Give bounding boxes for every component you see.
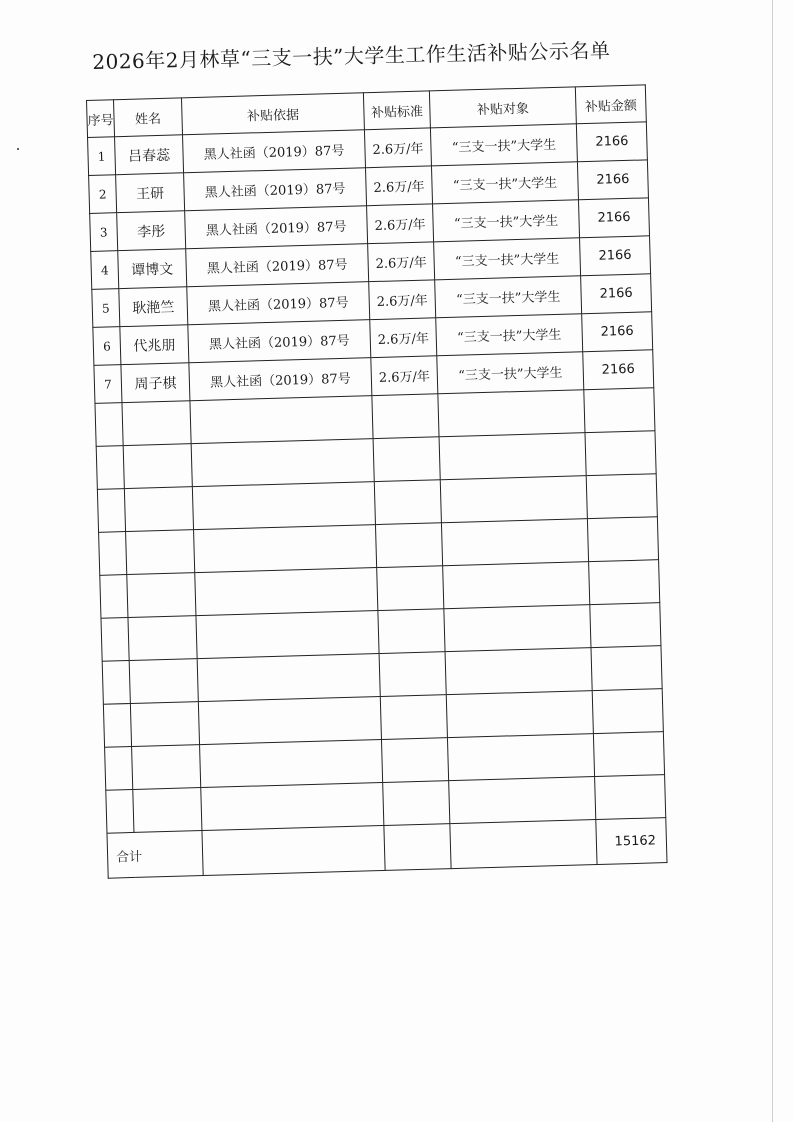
cell-index: 1 [88, 137, 116, 176]
scan-edge-line [772, 0, 773, 1122]
header-target: 补贴对象 [429, 87, 576, 128]
cell-index: 3 [90, 213, 118, 252]
cell-target: “三支一扶”大学生 [436, 314, 583, 356]
subsidy-table [86, 84, 668, 878]
cell-name: 谭博文 [118, 249, 187, 289]
header-amount: 补贴金额 [575, 85, 646, 124]
cell-amount: 2166 [582, 312, 653, 352]
total-label: 合计 [107, 831, 203, 879]
cell-name: 吕春蕊 [115, 135, 184, 175]
cell-target: “三支一扶”大学生 [433, 200, 580, 242]
header-standard: 补贴标准 [363, 91, 430, 130]
cell-index: 7 [94, 365, 122, 404]
cell-target: “三支一扶”大学生 [437, 352, 584, 394]
cell-amount: 2166 [580, 236, 651, 276]
cell-name: 周子棋 [121, 363, 190, 403]
cell-target: “三支一扶”大学生 [434, 238, 581, 280]
cell-standard: 2.6万/年 [366, 166, 433, 206]
cell-index: 4 [91, 251, 119, 290]
header-basis: 补贴依据 [181, 93, 364, 135]
cell-basis: 黑人社函（2019）87号 [185, 206, 368, 249]
cell-basis: 黑人社函（2019）87号 [186, 244, 369, 287]
cell-name: 耿滟竺 [119, 287, 188, 327]
cell-standard: 2.6万/年 [368, 242, 435, 282]
header-name: 姓名 [114, 98, 183, 137]
cell-name: 代兆朋 [120, 325, 189, 365]
cell-target: “三支一扶”大学生 [431, 162, 578, 204]
cell-target: “三支一扶”大学生 [435, 276, 582, 318]
cell-standard: 2.6万/年 [367, 204, 434, 244]
header-index: 序号 [87, 100, 115, 138]
cell-standard: 2.6万/年 [364, 128, 431, 168]
cell-basis: 黑人社函（2019）87号 [187, 282, 370, 325]
cell-amount: 2166 [583, 350, 654, 390]
cell-name: 李彤 [117, 211, 186, 251]
cell-amount: 2166 [578, 198, 649, 238]
total-amount: 15162 [596, 818, 667, 865]
cell-amount: 2166 [581, 274, 652, 314]
scan-speck [17, 148, 19, 150]
cell-target: “三支一扶”大学生 [430, 124, 577, 166]
cell-standard: 2.6万/年 [370, 318, 437, 358]
document-title: 2026年2月林草“三支一扶”大学生工作生活补贴公示名单 [92, 38, 611, 74]
cell-name: 王研 [116, 173, 185, 213]
cell-standard: 2.6万/年 [371, 356, 438, 396]
cell-basis: 黑人社函（2019）87号 [183, 130, 366, 173]
cell-index: 5 [92, 289, 120, 328]
cell-index: 2 [89, 175, 117, 214]
cell-amount: 2166 [576, 122, 647, 162]
cell-index: 6 [93, 327, 121, 366]
cell-basis: 黑人社函（2019）87号 [189, 358, 372, 401]
cell-basis: 黑人社函（2019）87号 [188, 320, 371, 363]
cell-amount: 2166 [577, 160, 648, 200]
cell-standard: 2.6万/年 [369, 280, 436, 320]
cell-basis: 黑人社函（2019）87号 [184, 168, 367, 211]
